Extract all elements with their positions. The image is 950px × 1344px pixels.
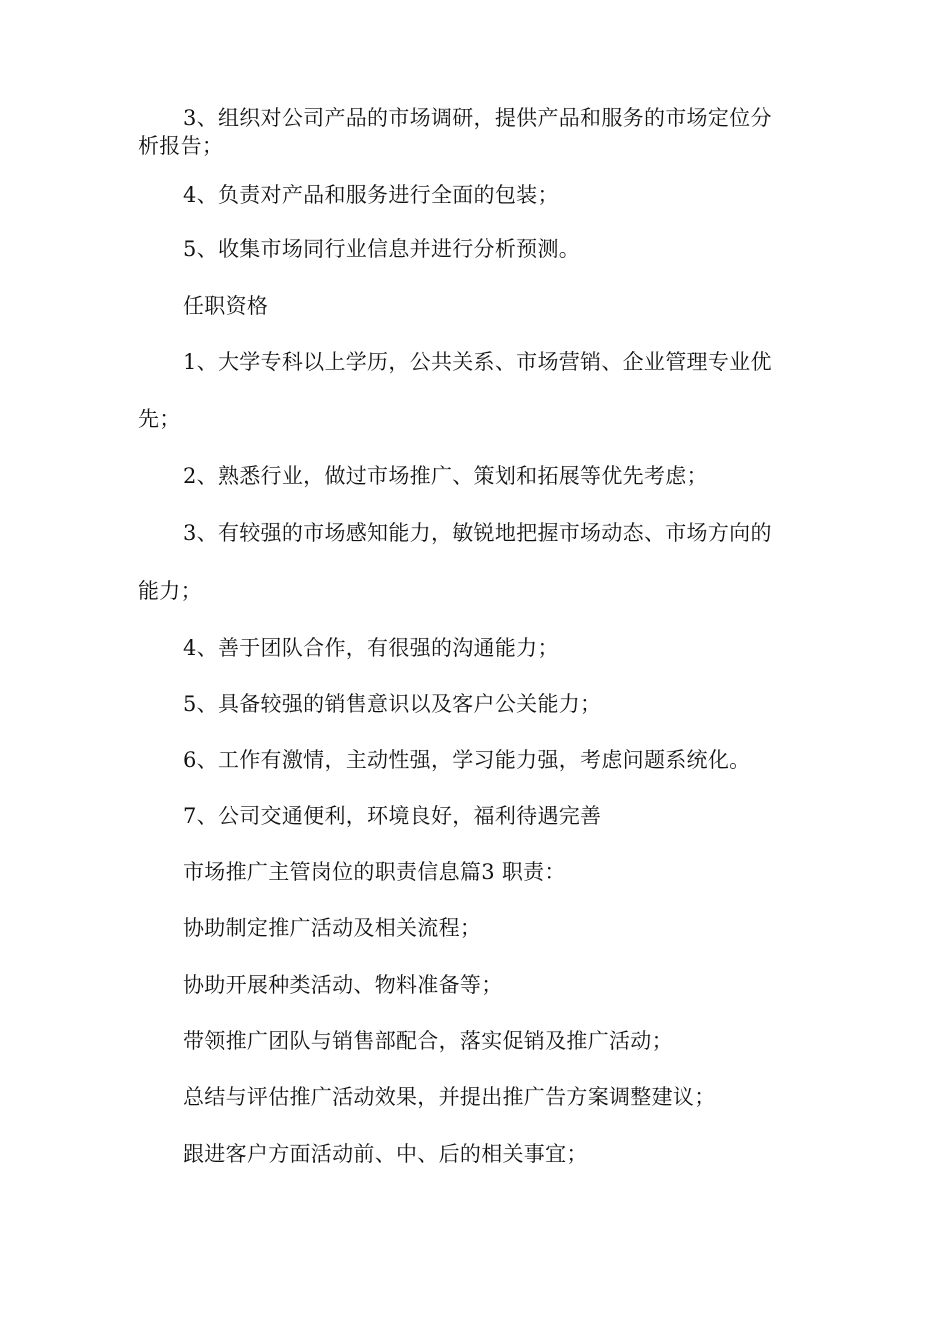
text-line: 4、善于团队合作，有很强的沟通能力；: [183, 636, 559, 660]
text-line: 3、组织对公司产品的市场调研，提供产品和服务的市场定位分: [183, 106, 772, 130]
text-line: 协助开展种类活动、物料准备等；: [183, 973, 503, 997]
text-line: 跟进客户方面活动前、中、后的相关事宜；: [183, 1142, 588, 1166]
text-line: 带领推广团队与销售部配合，落实促销及推广活动；: [183, 1029, 673, 1053]
text-line: 3、有较强的市场感知能力，敏锐地把握市场动态、市场方向的: [183, 521, 772, 545]
text-line: 7、公司交通便利，环境良好，福利待遇完善: [183, 804, 602, 828]
text-line: 5、具备较强的销售意识以及客户公关能力；: [183, 692, 602, 716]
section-heading: 任职资格: [183, 294, 269, 318]
text-line: 协助制定推广活动及相关流程；: [183, 916, 482, 940]
text-line: 总结与评估推广活动效果，并提出推广告方案调整建议；: [183, 1085, 716, 1109]
text-line: 6、工作有激情，主动性强，学习能力强，考虑问题系统化。: [183, 748, 751, 772]
text-line: 能力；: [138, 579, 202, 603]
text-line: 2、熟悉行业，做过市场推广、策划和拓展等优先考虑；: [183, 464, 708, 488]
text-line: 1、大学专科以上学历，公共关系、市场营销、企业管理专业优: [183, 350, 772, 374]
text-line: 先；: [138, 407, 181, 431]
section-heading: 市场推广主管岗位的职责信息篇3 职责：: [183, 860, 566, 884]
text-line: 析报告；: [138, 134, 224, 158]
text-line: 5、收集市场同行业信息并进行分析预测。: [183, 237, 581, 261]
text-line: 4、负责对产品和服务进行全面的包装；: [183, 183, 559, 207]
